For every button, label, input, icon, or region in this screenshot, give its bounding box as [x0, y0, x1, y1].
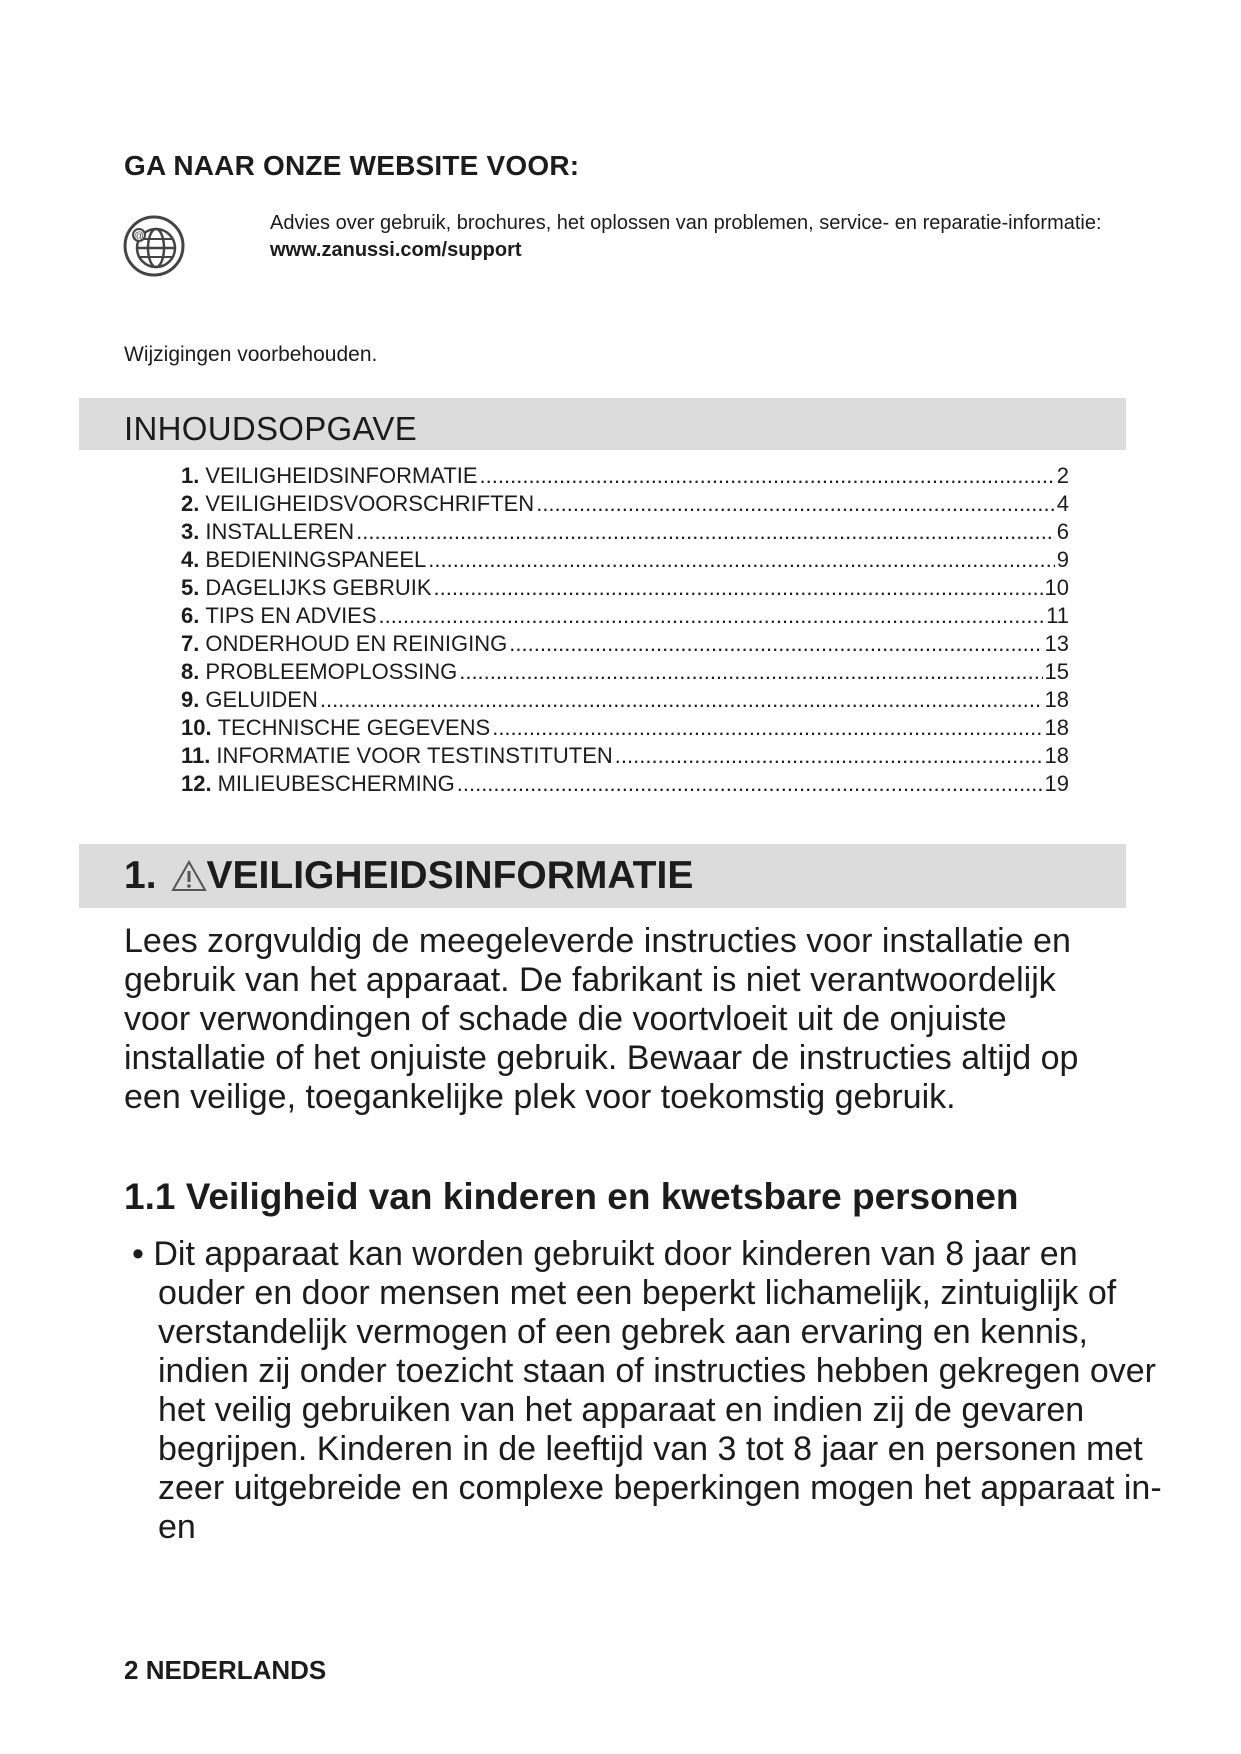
support-url-link[interactable]: www.zanussi.com/support: [270, 239, 522, 261]
toc-item-7[interactable]: [181, 630, 1069, 658]
toc-item-page: 18: [1044, 715, 1069, 740]
subsection-1-1-title: 1.1 Veiligheid van kinderen en kwetsbare personen: [124, 1176, 1019, 1217]
toc-item-8[interactable]: [181, 658, 1069, 686]
bullet-text: Dit apparaat kan worden gebruikt door kinderen van 8 jaar en ouder en door mensen met een beperkt lichamelijk, zintuiglijk of verstandelijk vermogen of een gebrek aan ervaring en kennis, indien zij onder toezicht staan of instructies hebben gekregen over het veilig gebruiken van het apparaat en indien zij de gevaren begrijpen. Kinderen in de leeftijd van 3 tot 8 jaar en personen met zeer uitgebreide en complexe beperkingen mogen het apparaat in- en: [153, 1235, 1162, 1546]
toc-item-label: INFORMATIE VOOR TESTINSTITUTEN: [216, 743, 613, 768]
toc-leader-dots: [536, 490, 1055, 518]
toc-leader-dots: [320, 686, 1043, 714]
toc-item-number: 9.: [181, 687, 200, 712]
toc-item-label: PROBLEEMOPLOSSING: [205, 659, 458, 684]
toc-leader-dots: [615, 742, 1043, 770]
section-1-label: VEILIGHEIDSINFORMATIE: [206, 854, 694, 897]
toc-item-label: TIPS EN ADVIES: [205, 603, 377, 628]
toc-item-11[interactable]: [181, 742, 1069, 770]
page-number: 2: [124, 1655, 139, 1685]
toc-item-page: 10: [1044, 575, 1069, 600]
toc-item-number: 11.: [181, 743, 211, 768]
toc-header-bar: [79, 398, 1126, 450]
toc-leader-dots: [509, 630, 1042, 658]
toc-item-page: 18: [1044, 743, 1069, 768]
toc-item-page: 11: [1046, 603, 1069, 628]
toc-item-label: TECHNISCHE GEGEVENS: [217, 715, 491, 740]
toc-item-label: ONDERHOUD EN REINIGING: [205, 631, 508, 656]
toc-item-number: 2.: [181, 491, 200, 516]
footer-language: NEDERLANDS: [145, 1655, 327, 1685]
toc-leader-dots: [428, 546, 1055, 574]
toc-item-5[interactable]: [181, 574, 1069, 602]
toc-title: INHOUDSOPGAVE: [124, 410, 418, 447]
toc-item-page: 2: [1056, 463, 1069, 488]
toc-item-page: 15: [1044, 659, 1069, 684]
toc-item-number: 8.: [181, 659, 200, 684]
toc-leader-dots: [459, 658, 1042, 686]
toc-item-page: 19: [1044, 771, 1069, 796]
toc-item-number: 6.: [181, 603, 200, 628]
toc-item-label: VEILIGHEIDSINFORMATIE: [205, 463, 478, 488]
toc-item-label: GELUIDEN: [205, 687, 318, 712]
toc-item-number: 12.: [181, 771, 212, 796]
toc-item-3[interactable]: [181, 518, 1069, 546]
toc-item-page: 13: [1044, 631, 1069, 656]
toc-leader-dots: [356, 518, 1055, 546]
support-description: Advies over gebruik, brochures, het oplossen van problemen, service- en reparatie-informatie:: [270, 212, 1102, 234]
page-footer: [124, 1655, 326, 1686]
section-1-number: 1.: [124, 854, 157, 897]
toc-item-number: 10.: [181, 715, 212, 740]
bullet-item: [124, 1235, 1168, 1547]
toc-item-10[interactable]: [181, 714, 1069, 742]
toc-item-1[interactable]: [181, 462, 1069, 490]
toc-leader-dots: [434, 574, 1043, 602]
toc-item-number: 5.: [181, 575, 200, 600]
toc-item-number: 4.: [181, 547, 200, 572]
toc-item-page: 4: [1056, 491, 1069, 516]
toc-item-6[interactable]: [181, 602, 1069, 630]
toc-item-number: 1.: [181, 463, 200, 488]
support-info: [270, 210, 1130, 264]
toc-leader-dots: [480, 462, 1055, 490]
toc-item-number: 3.: [181, 519, 200, 544]
toc-item-page: 18: [1044, 687, 1069, 712]
toc-leader-dots: [492, 714, 1042, 742]
toc-item-4[interactable]: [181, 546, 1069, 574]
changes-notice: Wijzigingen voorbehouden.: [124, 343, 378, 366]
toc-item-label: BEDIENINGSPANEEL: [205, 547, 427, 572]
toc-item-2[interactable]: [181, 490, 1069, 518]
table-of-contents: [181, 462, 1069, 798]
toc-leader-dots: [457, 770, 1043, 798]
toc-item-page: 6: [1056, 519, 1069, 544]
svg-text:@: @: [133, 231, 145, 242]
toc-item-page: 9: [1056, 547, 1069, 572]
toc-item-9[interactable]: [181, 686, 1069, 714]
warning-triangle-icon: [171, 860, 207, 892]
toc-leader-dots: [379, 602, 1045, 630]
toc-item-number: 7.: [181, 631, 200, 656]
bullet-marker: •: [132, 1235, 144, 1273]
section-1-title: [124, 854, 693, 898]
website-heading: GA NAAR ONZE WEBSITE VOOR:: [124, 150, 580, 181]
toc-item-label: VEILIGHEIDSVOORSCHRIFTEN: [205, 491, 535, 516]
toc-item-label: DAGELIJKS GEBRUIK: [205, 575, 432, 600]
safety-intro-paragraph: Lees zorgvuldig de meegeleverde instructies voor installatie en gebruik van het apparaat. De fabrikant is niet verantwoordelijk voor verwondingen of schade die voortvloeit uit de onjuiste installatie of het onjuiste gebruik. Bewaar de instructies altijd op een veilige, toegankelijke plek voor toekomstig gebruik.: [124, 922, 1079, 1116]
section-1-header-bar: [79, 844, 1126, 908]
toc-item-label: MILIEUBESCHERMING: [217, 771, 455, 796]
toc-item-12[interactable]: [181, 770, 1069, 798]
toc-item-label: INSTALLEREN: [205, 519, 355, 544]
globe-web-icon: [122, 214, 186, 278]
